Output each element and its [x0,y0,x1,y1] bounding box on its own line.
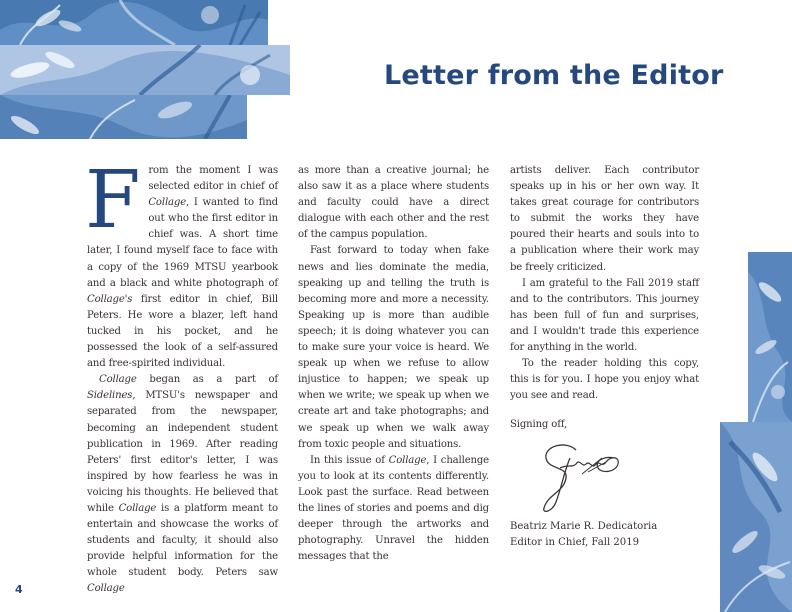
page-number: 4 [15,583,23,596]
paragraph [298,453,489,566]
paragraph-text: as more than a creative journal; he also saw it as a place where students and faculty could have a direct dialogue with each other and the rest of the campus population. [298,165,489,241]
paragraph-text: first editor in chief, Bill Peters. He wore a blazer, left hand tucked in his pocket, and he possessed the look of a self-assured and free-spirited individual. [87,293,278,370]
cyanotype-print-top-3 [0,95,247,139]
italic-title: Collage [87,583,125,595]
signer-title: Editor in Chief, Fall 2019 [510,537,640,548]
italic-title: Collage [388,454,427,466]
letter-column-1 [85,153,278,598]
signer-name: Beatriz Marie R. Dedicatoria [510,521,658,532]
paragraph-text: rom the moment I was selected editor in chief of [148,165,278,193]
drop-cap: F [85,153,141,246]
paragraph [87,372,278,597]
paragraph [298,243,489,452]
italic-title: Collage [99,374,137,386]
paragraph-text: artists deliver. Each contributor speaks up in his or her own way. It takes great courage for contributors to submit the works they have poured their hearts and souls into to a publication where their work may be freely criticized. [510,165,699,273]
paragraph-text: is a platform meant to entertain and showcase the works of students and faculty, it should also provide helpful information for the whole student body. Peters saw [87,502,278,579]
italic-title: Sidelines [87,390,133,402]
paragraph-text: I am grateful to the Fall 2019 staff and to the contributors. This journey has been full of fun and surprises, and I wouldn't trade this experience for anything in the world. [510,277,699,354]
paragraph [510,163,699,276]
italic-title: Collage [148,197,187,209]
sign-off: Signing off, [510,419,568,431]
paragraph [510,276,699,356]
signature-icon [536,428,622,516]
column-2-paragraphs [298,163,489,565]
paragraph [298,163,489,243]
cyanotype-print-top-2 [0,45,290,95]
cyanotype-print-right-1 [748,252,792,422]
paragraph-text: , I challenge you to look at its contents differently. Look past the surface. Read between the lines of stories and poems and dig deeper through the artworks and photography. Unravel the hidden messages that the [298,454,489,563]
letter-column-3 [510,163,699,434]
cyanotype-print-right-2 [720,422,792,612]
paragraph-text: To the reader holding this copy, this is for you. I hope you enjoy what you see and read. [510,358,699,402]
italic-title: Collage [118,502,157,514]
cyanotype-print-top-1 [0,0,268,45]
letter-column-2 [298,163,489,565]
paragraph-text: Fast forward to today when fake news and lies dominate the media, speaking up and telling the truth is becoming more and more a necessity. Speaking up is more than audible speech; it is doing whatever you can to make sure your voice is heard. We speak up when we refuse to allow injustice to happen; we speak up when we write; we speak up when we create art and take photographs; and we speak up when we walk away from toxic people and situations. [298,245,489,450]
paragraph-text: , MTSU's newspaper and separated from the newspaper, becoming an independent student publication in 1969. After reading Peters' first editor's letter, I was inspired by how fearless he was in voicing his thoughts. He believed that while [87,390,278,514]
paragraph-text: began as a part of [136,374,278,386]
signer-block [510,519,710,551]
paragraph-text: In this issue of [310,454,389,466]
page-title: Letter from the Editor [384,60,724,91]
paragraph-text: , I wanted to find out who the first editor in chief was. A short time later, I found myself face to face with a copy of the 1969 MTSU yearbook and a black and white photograph of [87,197,278,289]
column-3-paragraphs [510,163,699,404]
italic-title: Collage's [87,293,133,305]
paragraph [510,356,699,404]
